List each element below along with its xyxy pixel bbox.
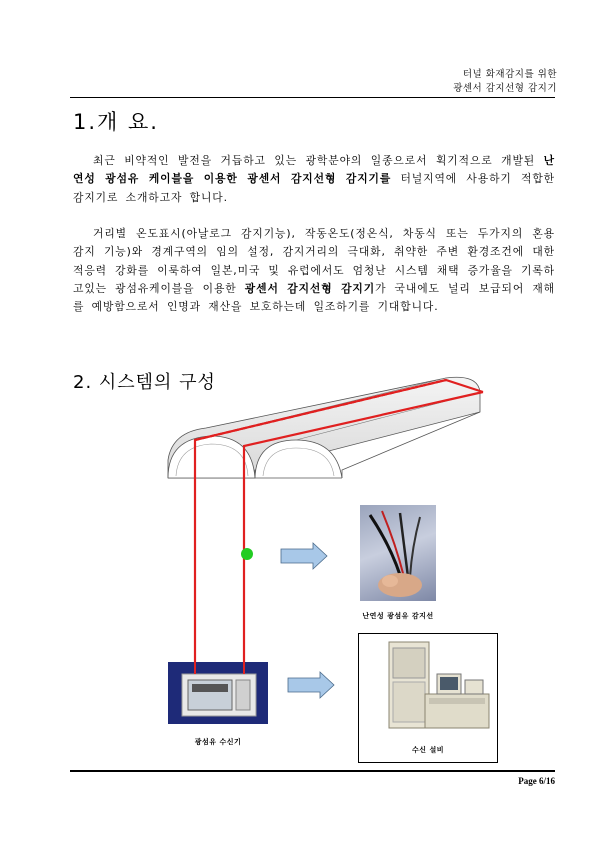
section-2-title: 2. 시스템의 구성 bbox=[73, 372, 216, 393]
receiver-unit-photo bbox=[168, 662, 268, 724]
p2-text-b: 가 국내에도 널리 보급되어 재해를 예방함으로서 인명과 재산을 보호하는데 일조하기를 기대합니다. bbox=[73, 281, 555, 314]
header-line-1: 터널 화재감지를 위한 bbox=[462, 69, 557, 80]
receiving-equipment-frame bbox=[358, 633, 498, 763]
section-1-title: 1.개 요. bbox=[73, 110, 159, 134]
control-panel-photo bbox=[359, 634, 497, 762]
p2-text-a: 거리별 온도표시(아날로그 감지기능), 작동온도(정온식, 차동식 또는 두가지의 혼용 감지 기능)와 경계구역의 임의 설정, 감지거리의 극대화, 취약한 주변 환경조건에 대한 적응력 강화를 이룩하여 일본,미국 및 유럽에서도 엄청난 시스템 채택 증가율을 기록하고있는 광섬유케이블을 이용한 bbox=[73, 227, 555, 295]
caption-receiver-unit: 광섬유 수신기 bbox=[194, 738, 242, 746]
footer-rule bbox=[70, 770, 555, 772]
p1-bold-text: 난연성 광섬유 케이블을 이용한 광센서 감지선형 감지기를 bbox=[73, 154, 555, 186]
header-line-2: 광센서 감지선형 감지기 bbox=[453, 83, 557, 94]
p2-bold-text: 광센서 감지선형 감지기 bbox=[244, 281, 376, 295]
caption-fiber-cable: 난연성 광섬유 감지선 bbox=[362, 612, 434, 620]
caption-receiving-equipment: 수신 설비 bbox=[412, 746, 444, 754]
arrow-right-icon-2 bbox=[288, 672, 334, 698]
p1-text-a: 최근 비약적인 발전을 거듭하고 있는 광학분야의 일종으로서 획기적으로 개발된 bbox=[93, 154, 544, 167]
p1-text-b: 터널지역에 사용하기 적합한 감지기로 소개하고자 합니다. bbox=[73, 172, 555, 204]
arrow-right-icon bbox=[281, 543, 327, 569]
page-number: Page 6/16 bbox=[518, 776, 555, 786]
detector-node-icon bbox=[241, 548, 253, 560]
fiber-cable-photo bbox=[360, 505, 436, 601]
